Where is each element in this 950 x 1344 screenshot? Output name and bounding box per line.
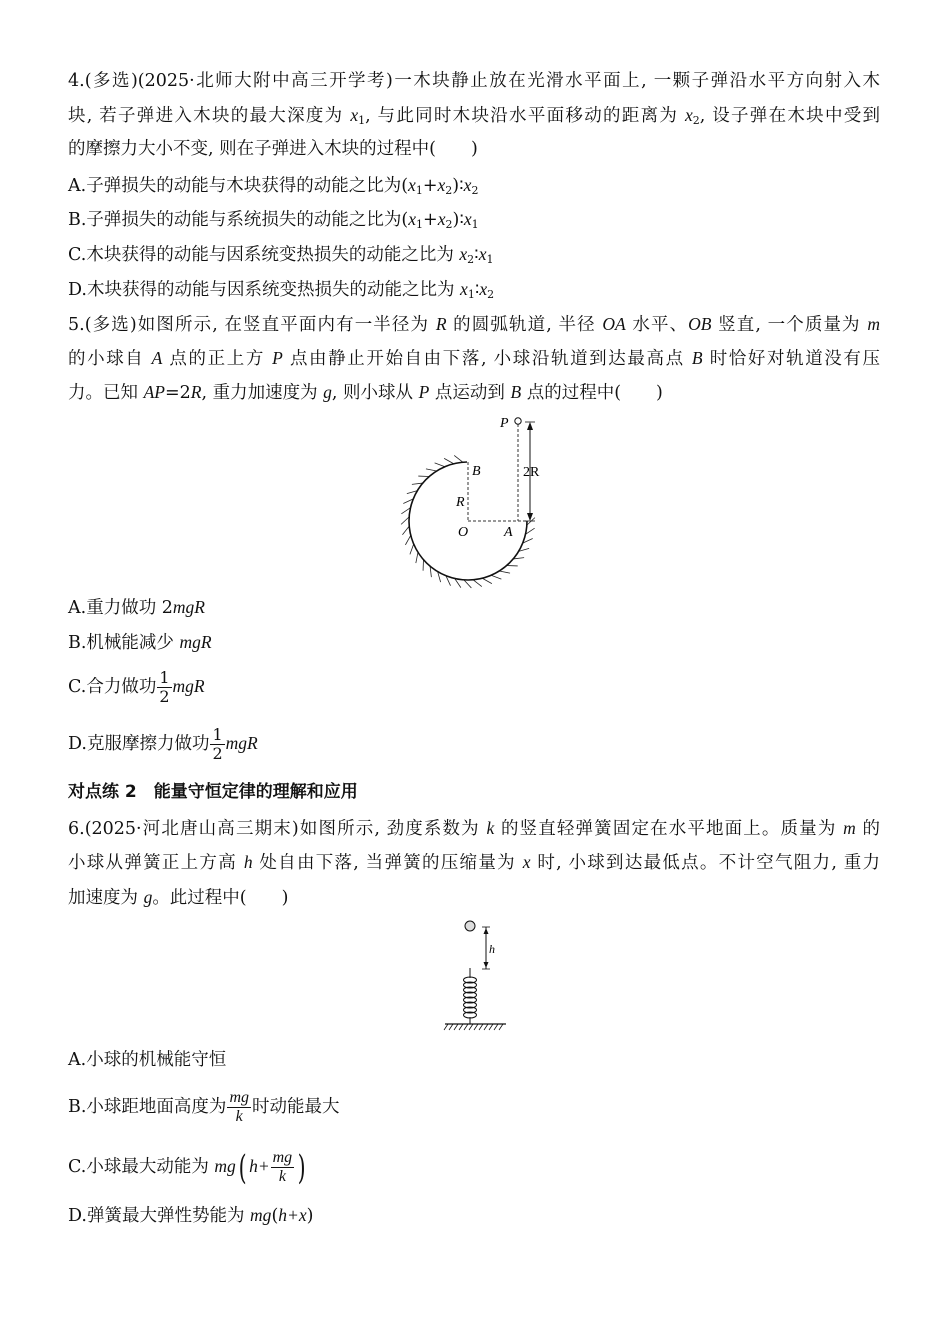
hatch-mark (416, 552, 418, 563)
label-o: O (458, 525, 469, 540)
q4-option-d[interactable]: D.木块获得的动能与因系统变热损失的动能之比为 $x_1∶x_2$ (68, 279, 495, 301)
q4-stem-line-1: 4.(多选)(2025·北师大附中高三开学考)一木块静止放在光滑水平面上, 一颗子弹沿水平方向射入木 (68, 71, 880, 91)
ground-hatch-mark (489, 1024, 493, 1030)
q6-stem-line-2: 小球从弹簧正上方高 h 处自由下落, 当弹簧的压缩量为 x 时, 小球到达最低点。不计空气阻力, 重力 (68, 852, 881, 873)
q4-option-b[interactable]: B.子弹损失的动能与系统损失的动能之比为$(x_1+x_2)∶x_1$ (68, 209, 479, 231)
ground-hatch-mark (459, 1024, 463, 1030)
fraction-mg-over-k: $\frac{mg}{k}$ (272, 1149, 293, 1185)
hatch-mark (402, 526, 409, 535)
hatch-mark (426, 469, 437, 471)
hatch-mark (473, 580, 482, 587)
q6-stem-line-1: 6.(2025·河北唐山高三期末)如图所示, 劲度系数为 k 的竖直轻弹簧固定在水平地面上。质量为 m 的 (68, 818, 880, 839)
hatch-mark (444, 458, 454, 463)
q5-stem-line-1: 5.(多选)如图所示, 在竖直平面内有一半径为 R 的圆弧轨道, 半径 OA 水平、OB 竖直, 一个质量为 m (68, 314, 880, 335)
height-arrow-bottom (484, 962, 489, 968)
q4-stem-line-3: 的摩擦力大小不变, 则在子弹进入木块的过程中( ) (68, 139, 478, 159)
hatch-mark (401, 517, 409, 524)
q5-option-d[interactable]: D.克服摩擦力做功 $\frac{1}{2}$ mgR (68, 725, 258, 763)
dimension-arrow-top (527, 422, 533, 430)
fraction-one-half: $\frac{1}{2}$ (159, 668, 170, 706)
hatch-mark (499, 571, 510, 573)
q6-option-c[interactable]: C.小球最大动能为 mg( h+ $\frac{mg}{k}$ ) (68, 1147, 306, 1188)
ground-hatch-mark (479, 1024, 483, 1030)
q4-stem-line-2: 块, 若子弹进入木块的最大深度为 $x_1$, 与此同时木块沿水平面移动的距离为 $x_2$, 设子弹在木块中受到 (68, 105, 881, 127)
q4-option-c[interactable]: C.木块获得的动能与因系统变热损失的动能之比为 $x_2∶x_1$ (68, 244, 494, 266)
q5-option-c[interactable]: C.合力做功 $\frac{1}{2}$ mgR (68, 668, 205, 706)
q4-option-a[interactable]: A.子弹损失的动能与木块获得的动能之比为$(x_1+x_2)∶x_2$ (68, 175, 479, 197)
q6-option-a[interactable]: A.小球的机械能守恒 (68, 1050, 227, 1070)
hatch-mark (491, 575, 501, 579)
track-hatching (406, 442, 526, 566)
hatch-mark (482, 578, 492, 583)
fraction-one-half: $\frac{1}{2}$ (212, 725, 223, 763)
fraction-mg-over-k: $\frac{mg}{k}$ (229, 1089, 249, 1125)
ground-hatch-mark (484, 1024, 488, 1030)
ball-p (515, 418, 521, 424)
hatch-mark (405, 535, 410, 545)
q6-stem-line-3: 加速度为 g。此过程中( ) (68, 887, 289, 908)
hatch-mark (454, 455, 463, 462)
hatch-mark (435, 463, 445, 467)
hatch-mark (464, 580, 471, 588)
q6-option-b[interactable]: B.小球距地面高度为 $\frac{mg}{k}$ 时动能最大 (68, 1089, 340, 1125)
label-h: h (489, 942, 495, 956)
spring-coil (464, 977, 477, 1018)
track-hatch-lines (401, 455, 535, 587)
q5-stem-line-3: 力。已知 AP=2R, 重力加速度为 g, 则小球从 P 点运动到 B 点的过程中( ) (68, 382, 663, 403)
q5-option-b[interactable]: B.机械能减少 mgR (68, 632, 212, 653)
ground-hatch-mark (474, 1024, 478, 1030)
label-b: B (472, 464, 481, 479)
q6-option-d[interactable]: D.弹簧最大弹性势能为 mg(h+x) (68, 1205, 314, 1226)
label-2r: 2R (523, 465, 540, 480)
ground-hatching (444, 1024, 503, 1030)
height-arrow-top (484, 928, 489, 934)
label-a: A (504, 525, 513, 540)
ground-hatch-mark (499, 1024, 503, 1030)
ground-hatch-mark (469, 1024, 473, 1030)
circular-track-figure (400, 410, 560, 590)
ground-hatch-mark (444, 1024, 448, 1030)
spring-figure (440, 918, 510, 1036)
q5-option-a[interactable]: A.重力做功 2mgR (68, 597, 205, 618)
ground-hatch-mark (464, 1024, 468, 1030)
ball (465, 921, 475, 931)
ground-hatch-mark (494, 1024, 498, 1030)
ground-hatch-mark (454, 1024, 458, 1030)
hatch-mark (410, 544, 414, 554)
label-p: P (500, 416, 509, 431)
label-r: R (456, 495, 465, 510)
ground-hatch-mark (449, 1024, 453, 1030)
q5-stem-line-2: 的小球自 A 点的正上方 P 点由静止开始自由下落, 小球沿轨道到达最高点 B 时恰好对轨道没有压 (68, 348, 881, 369)
section-heading: 对点练 2 能量守恒定律的理解和应用 (68, 782, 358, 802)
